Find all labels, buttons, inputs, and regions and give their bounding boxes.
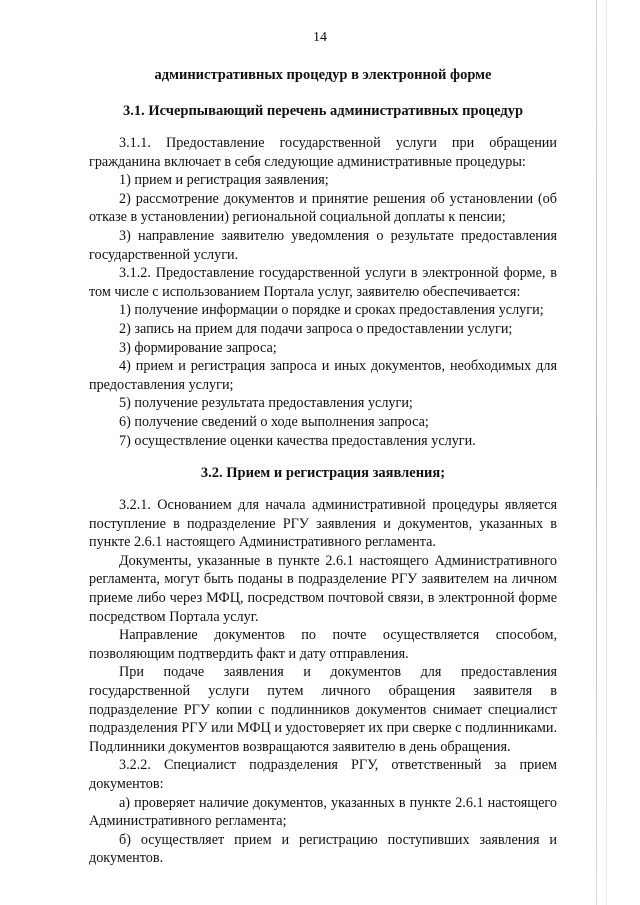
list-item: а) проверяет наличие документов, указанных в пункте 2.6.1 настоящего Административного регламента; — [89, 794, 557, 830]
list-item: 4) прием и регистрация запроса и иных документов, необходимых для предоставления услуги; — [89, 358, 557, 393]
list-item: 7) осуществление оценки качества предоставления услуги. — [119, 432, 476, 449]
list-item: 1) прием и регистрация заявления; — [119, 172, 329, 189]
paragraph-submission: При подаче заявления и документов для предоставления государственной услуги путем личного обращения заявителя в подразделение РГУ копии с подлинников документов снимает специалист подразделения РГУ или МФЦ и удостоверяет их при сверке с подлинниками. Подлинники документов возвращаются заявителю в день обращения. — [89, 664, 557, 755]
list-item: 6) получение сведений о ходе выполнения запроса; — [119, 413, 429, 430]
document-body — [89, 60, 557, 868]
list-item: 3) направление заявителю уведомления о результате предоставления государственной услуги. — [89, 227, 557, 263]
heading-continued: административных процедур в электронной форме — [154, 67, 492, 83]
page-number: 14 — [313, 30, 327, 45]
list-item: 2) запись на прием для подачи запроса о предоставлении услуги; — [119, 320, 513, 337]
list-item: 5) получение результата предоставления услуги; — [119, 395, 413, 412]
paragraph-3-2-2: 3.2.2. Специалист подразделения РГУ, ответственный за прием документов: — [89, 757, 557, 792]
list-item: 3) формирование запроса; — [119, 339, 277, 356]
paragraph-documents: Документы, указанные в пункте 2.6.1 настоящего Административного регламента, могут быть поданы в подразделение РГУ заявителем на личном приеме либо через МФЦ, посредством почтовой связи, в электронной форме посредством Портала услуг. — [89, 552, 557, 625]
section-heading-3-2: 3.2. Прием и регистрация заявления; — [200, 465, 446, 482]
list-item: 2) рассмотрение документов и принятие решения об установлении (об отказе в установлении) региональной социальной доплаты к пенсии; — [89, 190, 557, 226]
paragraph-3-1-1: 3.1.1. Предоставление государственной услуги при обращении гражданина включает в себя следующие административные процедуры: — [89, 135, 557, 170]
list-item: 1) получение информации о порядке и сроках предоставления услуги; — [119, 302, 544, 319]
section-heading-3-1: 3.1. Исчерпывающий перечень административных процедур — [122, 103, 524, 119]
list-item: б) осуществляет прием и регистрацию поступивших заявления и документов. — [89, 831, 557, 867]
paragraph-mail: Направление документов по почте осуществляется способом, позволяющим подтвердить факт и дату отправления. — [89, 627, 557, 662]
paragraph-3-2-1: 3.2.1. Основанием для начала административной процедуры является поступление в подразделение РГУ заявления и документов, указанных в пункте 2.6.1 настоящего Административного регламента. — [89, 497, 557, 551]
scan-edge-line — [596, 0, 597, 905]
scan-edge-line-faint — [606, 0, 607, 905]
paragraph-3-1-2: 3.1.2. Предоставление государственной услуги в электронной форме, в том числе с использованием Портала услуг, заявителю обеспечивается: — [89, 265, 557, 300]
